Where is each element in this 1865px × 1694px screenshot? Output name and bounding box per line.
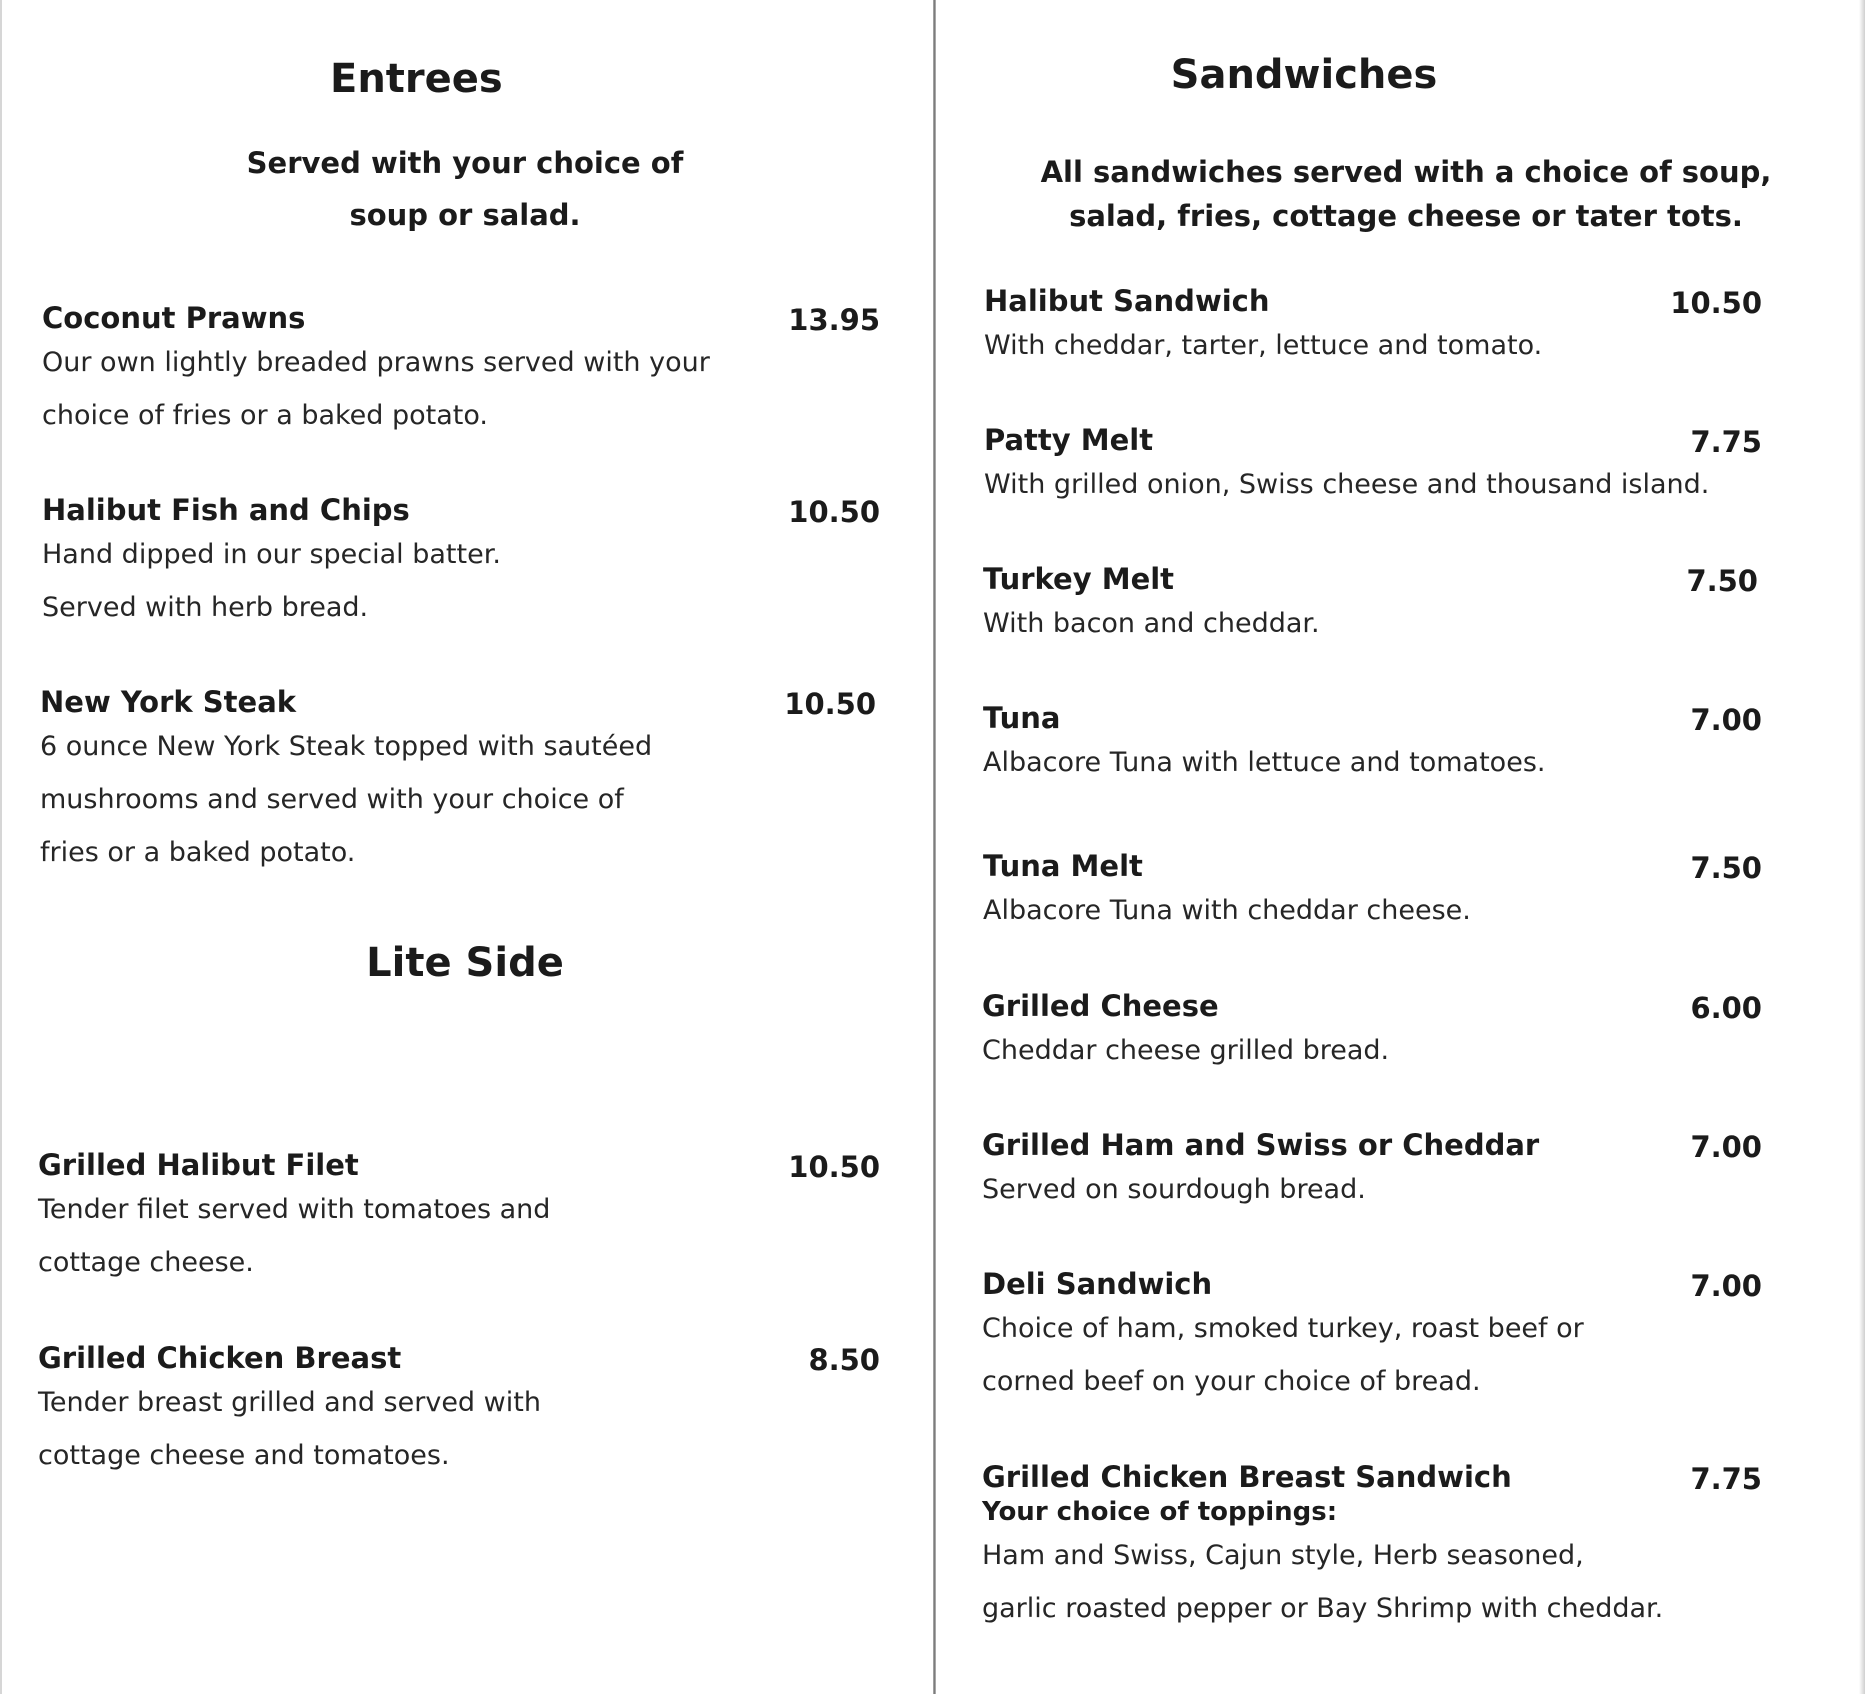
menu-item-tuna	[983, 700, 1545, 789]
entrees-heading: Entrees	[330, 56, 503, 102]
page-edge	[0, 0, 2, 1694]
item-description	[42, 528, 501, 634]
item-name: Turkey Melt	[983, 562, 1175, 596]
item-name: Coconut Prawns	[42, 301, 306, 335]
item-name: Halibut Fish and Chips	[42, 493, 410, 527]
menu-item-tuna-melt	[983, 848, 1471, 937]
menu-item-coconut-prawns	[42, 300, 710, 442]
menu-item-turkey-melt	[983, 561, 1320, 650]
item-name: Grilled Chicken Breast	[38, 1341, 402, 1375]
sandwiches-heading: Sandwiches	[1170, 52, 1438, 98]
item-name: Grilled Halibut Filet	[38, 1148, 359, 1182]
item-description	[984, 458, 1709, 511]
sandwiches-subtitle	[1016, 150, 1796, 238]
item-description-line: Choice of ham, smoked turkey, roast beef or	[982, 1313, 1584, 1344]
item-description	[38, 1183, 550, 1289]
item-description	[983, 597, 1320, 650]
item-price: 7.75	[1690, 1462, 1762, 1496]
item-name: Patty Melt	[984, 423, 1154, 457]
item-description	[984, 319, 1542, 372]
item-name: Halibut Sandwich	[984, 284, 1270, 318]
item-name: Tuna Melt	[983, 849, 1143, 883]
entrees-subtitle	[160, 137, 770, 241]
sandwiches-subtitle-line: All sandwiches served with a choice of soup,	[1040, 155, 1772, 189]
menu-item-grilled-cheese	[982, 988, 1389, 1077]
item-description-line: With bacon and cheddar.	[983, 608, 1320, 639]
item-price: 7.50	[1690, 851, 1762, 885]
item-note: Your choice of toppings:	[982, 1497, 1338, 1527]
entrees-subtitle-line: soup or salad.	[349, 198, 581, 232]
item-price: 7.00	[1690, 703, 1762, 737]
item-description-line: Albacore Tuna with cheddar cheese.	[983, 895, 1471, 926]
item-description-line: Hand dipped in our special batter.	[42, 539, 501, 570]
item-description-line: corned beef on your choice of bread.	[982, 1366, 1481, 1397]
item-description	[982, 1529, 1663, 1635]
item-name: New York Steak	[40, 685, 297, 719]
item-description-line: Our own lightly breaded prawns served with your	[42, 347, 710, 378]
item-price: 8.50	[808, 1343, 880, 1377]
item-price: 7.50	[1686, 564, 1758, 598]
item-price: 10.50	[1670, 286, 1762, 320]
item-description-line: mushrooms and served with your choice of	[40, 784, 624, 815]
item-price: 7.75	[1690, 425, 1762, 459]
item-description-line: Cheddar cheese grilled bread.	[982, 1035, 1390, 1066]
menu-item-grilled-chicken-breast	[38, 1340, 541, 1482]
item-description-line: Albacore Tuna with lettuce and tomatoes.	[983, 747, 1546, 778]
item-description	[983, 736, 1545, 789]
item-description	[983, 884, 1471, 937]
item-description	[42, 336, 710, 442]
page-edge	[1859, 0, 1865, 1694]
item-description-line: With cheddar, tarter, lettuce and tomato.	[984, 330, 1543, 361]
item-description-line: Served on sourdough bread.	[982, 1174, 1366, 1205]
right-menu-page	[936, 0, 1865, 1694]
menu-item-grilled-halibut-filet	[38, 1147, 550, 1289]
item-description	[982, 1163, 1539, 1216]
item-description-line: fries or a baked potato.	[40, 837, 356, 868]
item-name: Grilled Chicken Breast Sandwich	[982, 1460, 1512, 1494]
item-price: 10.50	[788, 495, 880, 529]
item-description	[40, 720, 652, 879]
item-description	[982, 1302, 1584, 1408]
item-description-line: garlic roasted pepper or Bay Shrimp with cheddar.	[982, 1593, 1664, 1624]
item-description-line: With grilled onion, Swiss cheese and thousand island.	[984, 469, 1710, 500]
menu-item-grilled-ham-and-swiss	[982, 1127, 1539, 1216]
item-name: Deli Sandwich	[982, 1267, 1213, 1301]
item-price: 7.00	[1690, 1269, 1762, 1303]
item-name: Grilled Ham and Swiss or Cheddar	[982, 1128, 1540, 1162]
item-name: Tuna	[983, 701, 1061, 735]
item-price: 7.00	[1690, 1130, 1762, 1164]
item-price: 6.00	[1690, 991, 1762, 1025]
item-description-line: cottage cheese.	[38, 1247, 254, 1278]
sandwiches-subtitle-line: salad, fries, cottage cheese or tater tots.	[1069, 199, 1743, 233]
item-description	[38, 1376, 541, 1482]
item-price: 13.95	[788, 303, 880, 337]
menu-item-deli-sandwich	[982, 1266, 1584, 1408]
item-description-line: Served with herb bread.	[42, 592, 369, 623]
item-description	[982, 1024, 1389, 1077]
menu-item-halibut-fish-and-chips	[42, 492, 501, 634]
item-description-line: cottage cheese and tomatoes.	[38, 1440, 450, 1471]
item-price: 10.50	[784, 687, 876, 721]
item-description-line: Tender filet served with tomatoes and	[38, 1194, 551, 1225]
menu-item-new-york-steak	[40, 684, 652, 879]
item-description-line: Tender breast grilled and served with	[38, 1387, 541, 1418]
item-description-line: 6 ounce New York Steak topped with sautéed	[40, 731, 653, 762]
menu-item-grilled-chicken-breast-sandwich	[982, 1459, 1663, 1635]
lite-side-heading: Lite Side	[366, 940, 564, 986]
menu-item-halibut-sandwich	[984, 283, 1542, 372]
item-name: Grilled Cheese	[982, 989, 1219, 1023]
entrees-subtitle-line: Served with your choice of	[246, 146, 684, 180]
menu-item-patty-melt	[984, 422, 1709, 511]
item-description-line: choice of fries or a baked potato.	[42, 400, 489, 431]
item-description-line: Ham and Swiss, Cajun style, Herb seasoned,	[982, 1540, 1584, 1571]
item-price: 10.50	[788, 1150, 880, 1184]
